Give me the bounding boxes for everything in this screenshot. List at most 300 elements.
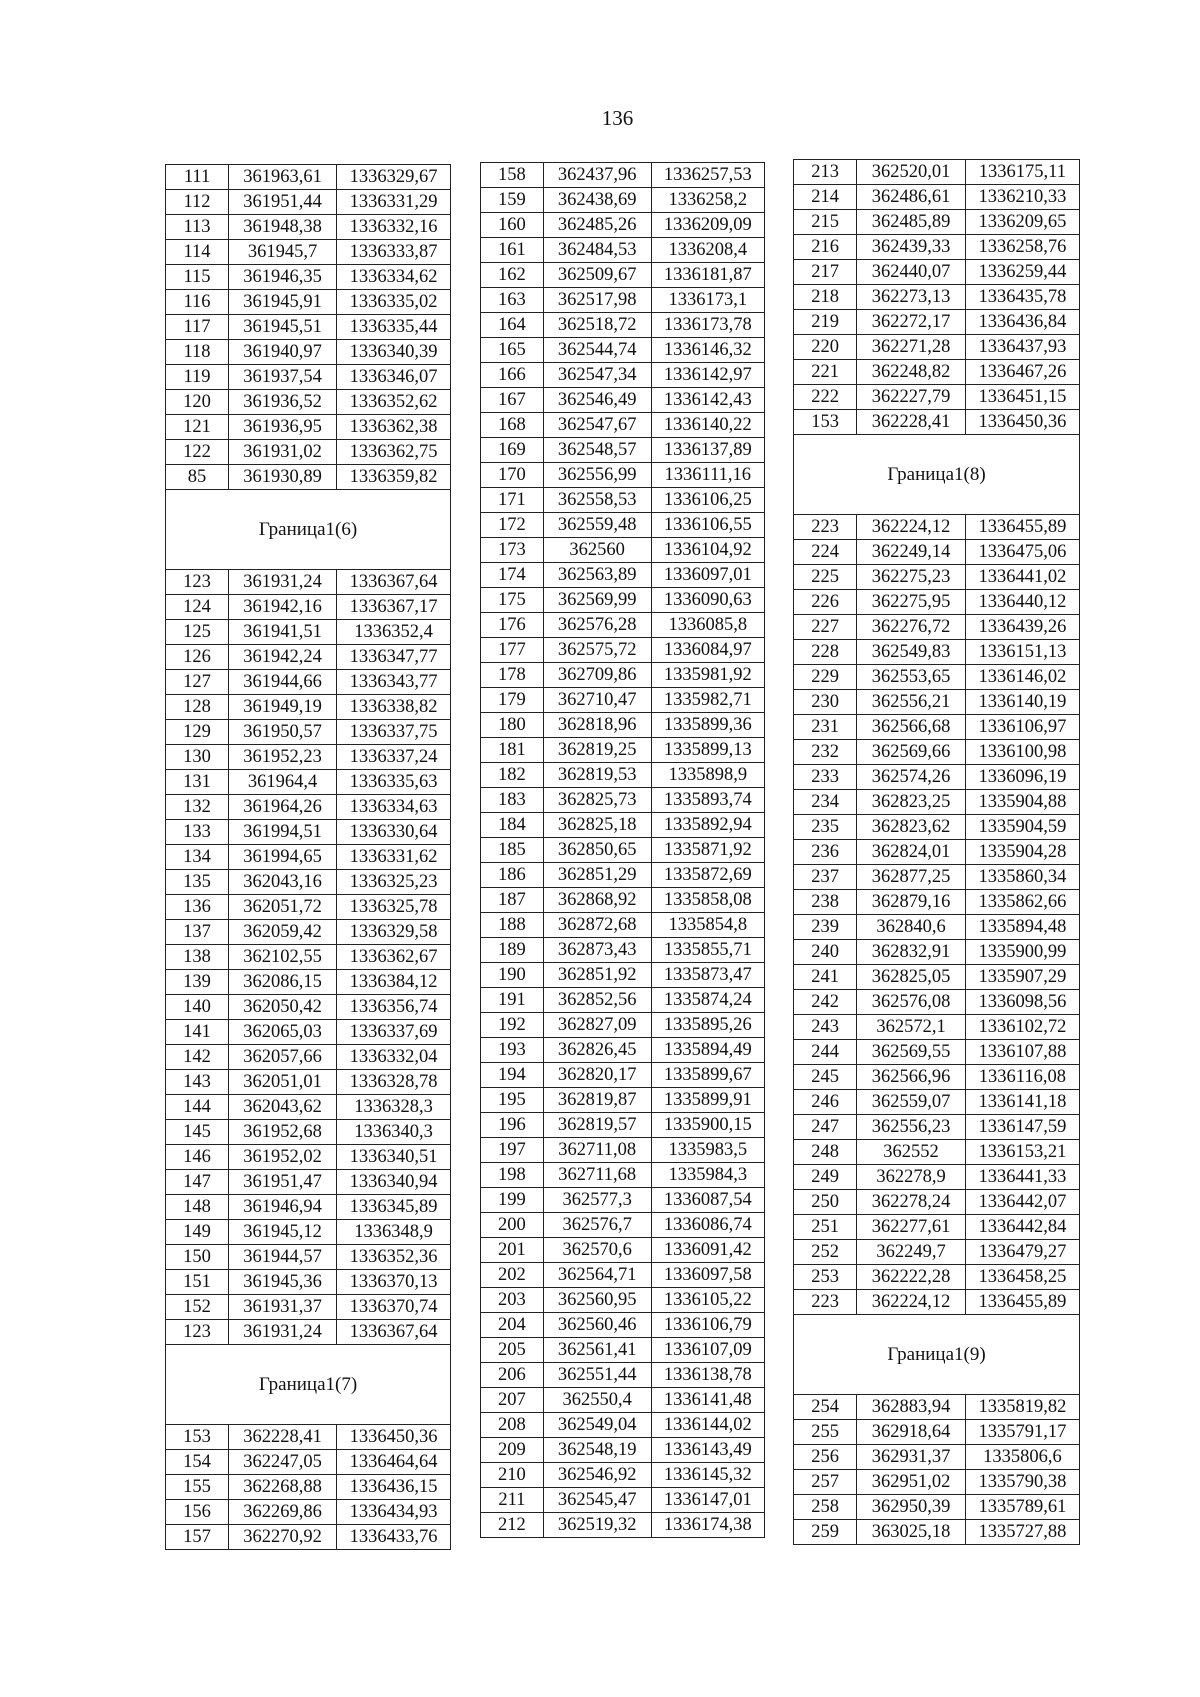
point-number: 165 (481, 338, 544, 363)
y-coordinate: 1336367,17 (337, 595, 451, 620)
table-row (481, 313, 765, 338)
point-number: 191 (481, 988, 544, 1013)
x-coordinate: 362547,67 (543, 413, 651, 438)
y-coordinate: 1335900,99 (965, 940, 1079, 965)
y-coordinate: 1336348,9 (337, 1220, 451, 1245)
point-number: 211 (481, 1488, 544, 1513)
table-row (166, 970, 451, 995)
y-coordinate: 1336106,55 (651, 513, 764, 538)
y-coordinate: 1336210,33 (965, 185, 1079, 210)
table-row (481, 388, 765, 413)
point-number: 172 (481, 513, 544, 538)
y-coordinate: 1336435,78 (965, 285, 1079, 310)
x-coordinate: 362438,69 (543, 188, 651, 213)
point-number: 256 (794, 1445, 857, 1470)
point-number: 210 (481, 1463, 544, 1488)
y-coordinate: 1336335,44 (337, 315, 451, 340)
x-coordinate: 362548,19 (543, 1438, 651, 1463)
point-number: 113 (166, 215, 229, 240)
point-number: 252 (794, 1240, 857, 1265)
table-row (166, 620, 451, 645)
point-number: 234 (794, 790, 857, 815)
y-coordinate: 1336140,22 (651, 413, 764, 438)
x-coordinate: 362547,34 (543, 363, 651, 388)
x-coordinate: 362519,32 (543, 1513, 651, 1538)
point-number: 226 (794, 590, 857, 615)
table-row (481, 913, 765, 938)
point-number: 250 (794, 1190, 857, 1215)
table-row (481, 163, 765, 188)
y-coordinate: 1335894,48 (965, 915, 1079, 940)
x-coordinate: 361942,16 (229, 595, 337, 620)
y-coordinate: 1336362,67 (337, 945, 451, 970)
x-coordinate: 362868,92 (543, 888, 651, 913)
x-coordinate: 362520,01 (857, 160, 966, 185)
y-coordinate: 1336337,24 (337, 745, 451, 770)
table-row (166, 870, 451, 895)
x-coordinate: 361936,95 (229, 415, 337, 440)
table-row (481, 463, 765, 488)
table-row (481, 1388, 765, 1413)
y-coordinate: 1336143,49 (651, 1438, 764, 1463)
x-coordinate: 362564,71 (543, 1263, 651, 1288)
table-row (166, 1320, 451, 1345)
point-number: 222 (794, 385, 857, 410)
x-coordinate: 362051,72 (229, 895, 337, 920)
point-number: 156 (166, 1500, 229, 1525)
point-number: 231 (794, 715, 857, 740)
point-number: 212 (481, 1513, 544, 1538)
table-row (481, 1113, 765, 1138)
x-coordinate: 362553,65 (857, 665, 966, 690)
table-row (481, 1188, 765, 1213)
point-number: 112 (166, 190, 229, 215)
point-number: 229 (794, 665, 857, 690)
point-number: 160 (481, 213, 544, 238)
y-coordinate: 1336209,65 (965, 210, 1079, 235)
point-number: 169 (481, 438, 544, 463)
table-row (166, 1425, 451, 1450)
point-number: 249 (794, 1165, 857, 1190)
table-row (166, 465, 451, 490)
table-row (166, 215, 451, 240)
table-row (794, 665, 1080, 690)
y-coordinate: 1335981,92 (651, 663, 764, 688)
x-coordinate: 362086,15 (229, 970, 337, 995)
table-row (481, 1013, 765, 1038)
x-coordinate: 362248,82 (857, 360, 966, 385)
y-coordinate: 1336085,8 (651, 613, 764, 638)
y-coordinate: 1336337,75 (337, 720, 451, 745)
y-coordinate: 1336467,26 (965, 360, 1079, 385)
x-coordinate: 361945,51 (229, 315, 337, 340)
point-number: 157 (166, 1525, 229, 1550)
table-row (481, 438, 765, 463)
table-row (794, 1140, 1080, 1165)
x-coordinate: 362569,55 (857, 1040, 966, 1065)
point-number: 190 (481, 963, 544, 988)
x-coordinate: 362509,67 (543, 263, 651, 288)
x-coordinate: 362275,95 (857, 590, 966, 615)
y-coordinate: 1335874,24 (651, 988, 764, 1013)
table-row (481, 1463, 765, 1488)
y-coordinate: 1336181,87 (651, 263, 764, 288)
y-coordinate: 1336137,89 (651, 438, 764, 463)
x-coordinate: 362268,88 (229, 1475, 337, 1500)
coordinate-table (480, 162, 765, 1538)
point-number: 147 (166, 1170, 229, 1195)
point-number: 121 (166, 415, 229, 440)
table-row (794, 1520, 1080, 1545)
y-coordinate: 1336086,74 (651, 1213, 764, 1238)
y-coordinate: 1335873,47 (651, 963, 764, 988)
table-row (481, 1513, 765, 1538)
y-coordinate: 1336107,09 (651, 1338, 764, 1363)
point-number: 142 (166, 1045, 229, 1070)
y-coordinate: 1335907,29 (965, 965, 1079, 990)
table-row (794, 1395, 1080, 1420)
y-coordinate: 1336352,62 (337, 390, 451, 415)
table-row (794, 690, 1080, 715)
table-row (481, 588, 765, 613)
y-coordinate: 1336174,38 (651, 1513, 764, 1538)
y-coordinate: 1336100,98 (965, 740, 1079, 765)
table-row (794, 1445, 1080, 1470)
point-number: 162 (481, 263, 544, 288)
x-coordinate: 361948,38 (229, 215, 337, 240)
x-coordinate: 362043,62 (229, 1095, 337, 1120)
point-number: 150 (166, 1245, 229, 1270)
point-number: 202 (481, 1263, 544, 1288)
x-coordinate: 362850,65 (543, 838, 651, 863)
y-coordinate: 1336455,89 (965, 515, 1079, 540)
x-coordinate: 362950,39 (857, 1495, 966, 1520)
table-row (166, 895, 451, 920)
x-coordinate: 362228,41 (857, 410, 966, 435)
point-number: 180 (481, 713, 544, 738)
y-coordinate: 1335982,71 (651, 688, 764, 713)
table-row (166, 1270, 451, 1295)
section-header-row (166, 490, 451, 570)
y-coordinate: 1336147,01 (651, 1488, 764, 1513)
point-number: 188 (481, 913, 544, 938)
x-coordinate: 362572,1 (857, 1015, 966, 1040)
table-row (481, 738, 765, 763)
y-coordinate: 1336332,04 (337, 1045, 451, 1070)
x-coordinate: 362556,23 (857, 1115, 966, 1140)
x-coordinate: 362819,87 (543, 1088, 651, 1113)
y-coordinate: 1336367,64 (337, 1320, 451, 1345)
x-coordinate: 362546,49 (543, 388, 651, 413)
table-row (481, 1163, 765, 1188)
coordinate-table (793, 159, 1080, 1545)
y-coordinate: 1336105,22 (651, 1288, 764, 1313)
point-number: 221 (794, 360, 857, 385)
point-number: 124 (166, 595, 229, 620)
point-number: 220 (794, 335, 857, 360)
x-coordinate: 361946,94 (229, 1195, 337, 1220)
table-row (166, 1295, 451, 1320)
table-row (166, 695, 451, 720)
table-row (481, 713, 765, 738)
table-row (166, 920, 451, 945)
point-number: 257 (794, 1470, 857, 1495)
y-coordinate: 1336340,39 (337, 340, 451, 365)
x-coordinate: 362228,41 (229, 1425, 337, 1450)
x-coordinate: 362551,44 (543, 1363, 651, 1388)
y-coordinate: 1336102,72 (965, 1015, 1079, 1040)
x-coordinate: 362832,91 (857, 940, 966, 965)
table-row (481, 513, 765, 538)
section-header-row (166, 1345, 451, 1425)
table-row (481, 1313, 765, 1338)
table-row (794, 840, 1080, 865)
point-number: 242 (794, 990, 857, 1015)
point-number: 149 (166, 1220, 229, 1245)
x-coordinate: 362224,12 (857, 1290, 966, 1315)
point-number: 235 (794, 815, 857, 840)
coordinate-table-column-3 (793, 159, 1080, 1545)
y-coordinate: 1336104,92 (651, 538, 764, 563)
point-number: 123 (166, 570, 229, 595)
x-coordinate: 361930,89 (229, 465, 337, 490)
point-number: 177 (481, 638, 544, 663)
table-row (166, 165, 451, 190)
table-row (794, 1240, 1080, 1265)
x-coordinate: 361949,19 (229, 695, 337, 720)
point-number: 167 (481, 388, 544, 413)
table-row (794, 540, 1080, 565)
point-number: 161 (481, 238, 544, 263)
x-coordinate: 362440,07 (857, 260, 966, 285)
point-number: 195 (481, 1088, 544, 1113)
point-number: 246 (794, 1090, 857, 1115)
x-coordinate: 361931,24 (229, 1320, 337, 1345)
point-number: 148 (166, 1195, 229, 1220)
point-number: 179 (481, 688, 544, 713)
y-coordinate: 1336259,44 (965, 260, 1079, 285)
point-number: 186 (481, 863, 544, 888)
x-coordinate: 362559,48 (543, 513, 651, 538)
x-coordinate: 361945,7 (229, 240, 337, 265)
x-coordinate: 362827,09 (543, 1013, 651, 1038)
y-coordinate: 1336479,27 (965, 1240, 1079, 1265)
x-coordinate: 362548,57 (543, 438, 651, 463)
y-coordinate: 1336346,07 (337, 365, 451, 390)
point-number: 204 (481, 1313, 544, 1338)
table-row (166, 945, 451, 970)
x-coordinate: 361964,4 (229, 770, 337, 795)
y-coordinate: 1336173,78 (651, 313, 764, 338)
point-number: 200 (481, 1213, 544, 1238)
table-row (794, 160, 1080, 185)
y-coordinate: 1336098,56 (965, 990, 1079, 1015)
table-row (166, 1120, 451, 1145)
point-number: 253 (794, 1265, 857, 1290)
y-coordinate: 1336097,01 (651, 563, 764, 588)
point-number: 136 (166, 895, 229, 920)
y-coordinate: 1336359,82 (337, 465, 451, 490)
x-coordinate: 362872,68 (543, 913, 651, 938)
table-row (794, 410, 1080, 435)
table-row (481, 763, 765, 788)
point-number: 134 (166, 845, 229, 870)
point-number: 144 (166, 1095, 229, 1120)
y-coordinate: 1335871,92 (651, 838, 764, 863)
table-row (794, 940, 1080, 965)
point-number: 183 (481, 788, 544, 813)
table-row (481, 1088, 765, 1113)
x-coordinate: 362820,17 (543, 1063, 651, 1088)
point-number: 173 (481, 538, 544, 563)
x-coordinate: 362517,98 (543, 288, 651, 313)
table-row (166, 995, 451, 1020)
point-number: 201 (481, 1238, 544, 1263)
y-coordinate: 1336141,18 (965, 1090, 1079, 1115)
y-coordinate: 1336433,76 (337, 1525, 451, 1550)
y-coordinate: 1336332,16 (337, 215, 451, 240)
table-row (794, 310, 1080, 335)
boundary-title: Граница1(6) (166, 490, 451, 570)
point-number: 174 (481, 563, 544, 588)
x-coordinate: 362711,68 (543, 1163, 651, 1188)
x-coordinate: 362576,28 (543, 613, 651, 638)
point-number: 251 (794, 1215, 857, 1240)
point-number: 137 (166, 920, 229, 945)
y-coordinate: 1336441,02 (965, 565, 1079, 590)
y-coordinate: 1336367,64 (337, 570, 451, 595)
y-coordinate: 1336450,36 (965, 410, 1079, 435)
point-number: 207 (481, 1388, 544, 1413)
point-number: 141 (166, 1020, 229, 1045)
x-coordinate: 362550,4 (543, 1388, 651, 1413)
table-row (166, 240, 451, 265)
table-row (166, 1045, 451, 1070)
table-row (481, 338, 765, 363)
table-row (481, 688, 765, 713)
table-row (166, 415, 451, 440)
x-coordinate: 362851,29 (543, 863, 651, 888)
table-row (166, 1450, 451, 1475)
point-number: 125 (166, 620, 229, 645)
x-coordinate: 362278,9 (857, 1165, 966, 1190)
x-coordinate: 361952,23 (229, 745, 337, 770)
x-coordinate: 362560,46 (543, 1313, 651, 1338)
y-coordinate: 1336141,48 (651, 1388, 764, 1413)
y-coordinate: 1335898,9 (651, 763, 764, 788)
x-coordinate: 362546,92 (543, 1463, 651, 1488)
y-coordinate: 1336450,36 (337, 1425, 451, 1450)
point-number: 123 (166, 1320, 229, 1345)
y-coordinate: 1336329,58 (337, 920, 451, 945)
point-number: 193 (481, 1038, 544, 1063)
y-coordinate: 1336437,93 (965, 335, 1079, 360)
point-number: 164 (481, 313, 544, 338)
x-coordinate: 362575,72 (543, 638, 651, 663)
y-coordinate: 1335854,8 (651, 913, 764, 938)
x-coordinate: 362552 (857, 1140, 966, 1165)
table-row (481, 1238, 765, 1263)
y-coordinate: 1335872,69 (651, 863, 764, 888)
table-row (481, 238, 765, 263)
point-number: 131 (166, 770, 229, 795)
x-coordinate: 362227,79 (857, 385, 966, 410)
x-coordinate: 362823,25 (857, 790, 966, 815)
point-number: 184 (481, 813, 544, 838)
table-row (794, 640, 1080, 665)
y-coordinate: 1336106,79 (651, 1313, 764, 1338)
x-coordinate: 361994,65 (229, 845, 337, 870)
y-coordinate: 1336142,97 (651, 363, 764, 388)
table-row (794, 615, 1080, 640)
table-row (481, 938, 765, 963)
x-coordinate: 362043,16 (229, 870, 337, 895)
x-coordinate: 362710,47 (543, 688, 651, 713)
table-row (481, 1213, 765, 1238)
point-number: 243 (794, 1015, 857, 1040)
y-coordinate: 1336434,93 (337, 1500, 451, 1525)
point-number: 258 (794, 1495, 857, 1520)
x-coordinate: 362873,43 (543, 938, 651, 963)
point-number: 133 (166, 820, 229, 845)
y-coordinate: 1336107,88 (965, 1040, 1079, 1065)
x-coordinate: 362566,68 (857, 715, 966, 740)
x-coordinate: 362577,3 (543, 1188, 651, 1213)
y-coordinate: 1335862,66 (965, 890, 1079, 915)
point-number: 223 (794, 1290, 857, 1315)
point-number: 176 (481, 613, 544, 638)
x-coordinate: 362883,94 (857, 1395, 966, 1420)
x-coordinate: 362518,72 (543, 313, 651, 338)
x-coordinate: 362275,23 (857, 565, 966, 590)
point-number: 158 (481, 163, 544, 188)
y-coordinate: 1336116,08 (965, 1065, 1079, 1090)
x-coordinate: 361963,61 (229, 165, 337, 190)
point-number: 205 (481, 1338, 544, 1363)
y-coordinate: 1336175,11 (965, 160, 1079, 185)
table-row (794, 210, 1080, 235)
y-coordinate: 1336356,74 (337, 995, 451, 1020)
y-coordinate: 1336325,23 (337, 870, 451, 895)
point-number: 128 (166, 695, 229, 720)
x-coordinate: 362951,02 (857, 1470, 966, 1495)
x-coordinate: 362561,41 (543, 1338, 651, 1363)
x-coordinate: 361951,44 (229, 190, 337, 215)
point-number: 140 (166, 995, 229, 1020)
x-coordinate: 362545,47 (543, 1488, 651, 1513)
y-coordinate: 1336146,32 (651, 338, 764, 363)
y-coordinate: 1335895,26 (651, 1013, 764, 1038)
table-row (481, 363, 765, 388)
y-coordinate: 1336333,87 (337, 240, 451, 265)
y-coordinate: 1336370,74 (337, 1295, 451, 1320)
y-coordinate: 1335789,61 (965, 1495, 1079, 1520)
y-coordinate: 1336338,82 (337, 695, 451, 720)
point-number: 237 (794, 865, 857, 890)
table-row (166, 1195, 451, 1220)
table-row (794, 360, 1080, 385)
table-row (166, 595, 451, 620)
x-coordinate: 362222,28 (857, 1265, 966, 1290)
x-coordinate: 362931,37 (857, 1445, 966, 1470)
y-coordinate: 1336441,33 (965, 1165, 1079, 1190)
x-coordinate: 362273,13 (857, 285, 966, 310)
point-number: 223 (794, 515, 857, 540)
y-coordinate: 1336330,64 (337, 820, 451, 845)
y-coordinate: 1335899,91 (651, 1088, 764, 1113)
table-row (166, 1020, 451, 1045)
y-coordinate: 1335819,82 (965, 1395, 1079, 1420)
